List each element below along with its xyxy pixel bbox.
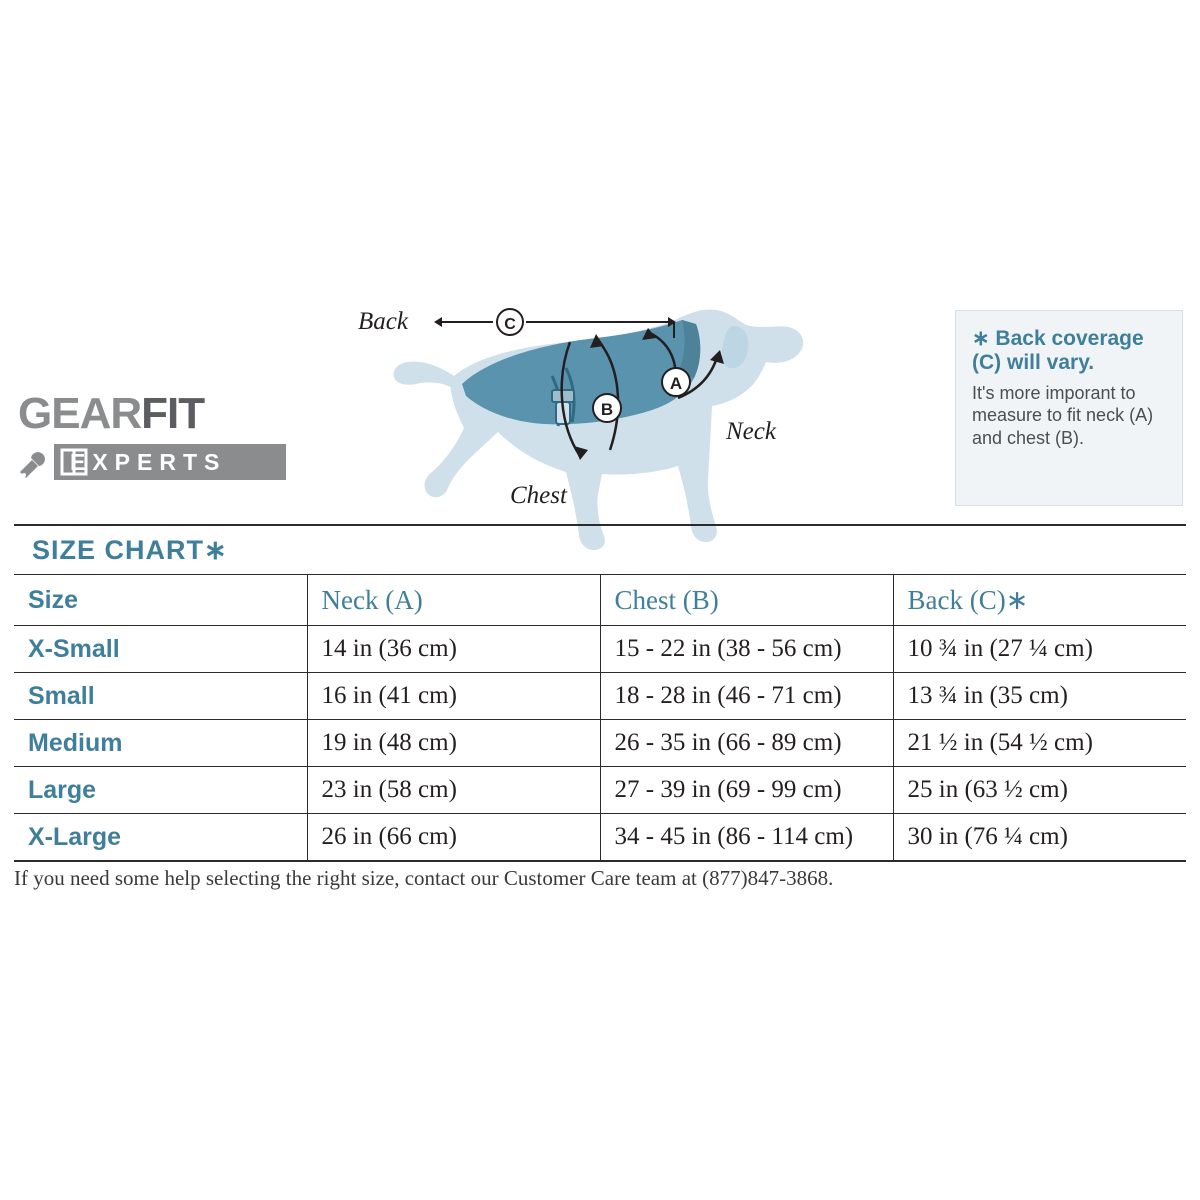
label-back: Back bbox=[358, 308, 408, 335]
cell-neck: 14 in (36 cm) bbox=[307, 626, 600, 673]
cell-chest: 18 - 28 in (46 - 71 cm) bbox=[600, 673, 893, 720]
cell-size: Medium bbox=[14, 720, 307, 767]
cell-neck: 16 in (41 cm) bbox=[307, 673, 600, 720]
cell-size: X-Large bbox=[14, 814, 307, 862]
cell-chest: 15 - 22 in (38 - 56 cm) bbox=[600, 626, 893, 673]
column-header-back: Back (C)∗ bbox=[893, 575, 1186, 626]
column-header-chest: Chest (B) bbox=[600, 575, 893, 626]
table-row bbox=[14, 814, 1186, 862]
cell-back: 21 ½ in (54 ½ cm) bbox=[893, 720, 1186, 767]
svg-text:B: B bbox=[600, 400, 614, 419]
marker-c bbox=[497, 309, 523, 335]
svg-text:A: A bbox=[669, 374, 683, 393]
label-neck: Neck bbox=[726, 418, 776, 445]
table-title: SIZE CHART∗ bbox=[14, 525, 1186, 575]
book-icon bbox=[54, 444, 94, 480]
size-chart-table-wrap bbox=[14, 524, 1186, 862]
table-header-row bbox=[14, 575, 1186, 626]
cell-size: Large bbox=[14, 767, 307, 814]
cell-back: 13 ¾ in (35 cm) bbox=[893, 673, 1186, 720]
cell-back: 30 in (76 ¼ cm) bbox=[893, 814, 1186, 862]
cell-chest: 27 - 39 in (69 - 99 cm) bbox=[600, 767, 893, 814]
table-title-row bbox=[14, 525, 1186, 575]
svg-text:C: C bbox=[504, 316, 516, 333]
table-row bbox=[14, 673, 1186, 720]
brand-word-gear: GEAR bbox=[18, 389, 142, 438]
marker-b bbox=[593, 394, 621, 422]
dog-measurement-illustration bbox=[330, 280, 890, 560]
cell-neck: 19 in (48 cm) bbox=[307, 720, 600, 767]
note-body: It's more imporant to measure to fit neck (A) and chest (B). bbox=[972, 382, 1154, 449]
brand-tagline: EXPERTS bbox=[70, 449, 227, 475]
cell-neck: 26 in (66 cm) bbox=[307, 814, 600, 862]
dog-diagram-svg bbox=[330, 280, 890, 560]
cell-chest: 26 - 35 in (66 - 89 cm) bbox=[600, 720, 893, 767]
gear-wrench-icon bbox=[18, 442, 58, 482]
cell-back: 10 ¾ in (27 ¼ cm) bbox=[893, 626, 1186, 673]
label-chest: Chest bbox=[510, 482, 567, 509]
help-text: If you need some help selecting the right size, contact our Customer Care team at (877)847-3868. bbox=[14, 866, 834, 890]
marker-a bbox=[662, 368, 690, 396]
brand-word-fit: FIT bbox=[141, 389, 205, 438]
cell-back: 25 in (63 ½ cm) bbox=[893, 767, 1186, 814]
table-row bbox=[14, 767, 1186, 814]
cell-size: X-Small bbox=[14, 626, 307, 673]
size-chart-table bbox=[14, 524, 1186, 862]
back-coverage-note bbox=[955, 310, 1183, 506]
cell-neck: 23 in (58 cm) bbox=[307, 767, 600, 814]
brand-wordmark bbox=[18, 389, 288, 438]
brand-tagline-row bbox=[18, 444, 288, 484]
table-row bbox=[14, 626, 1186, 673]
brand-logo bbox=[18, 389, 288, 492]
cell-chest: 34 - 45 in (86 - 114 cm) bbox=[600, 814, 893, 862]
cell-size: Small bbox=[14, 673, 307, 720]
column-header-size: Size bbox=[14, 575, 307, 626]
table-row bbox=[14, 720, 1186, 767]
note-title: ∗ Back coverage (C) will vary. bbox=[972, 327, 1144, 375]
column-header-neck: Neck (A) bbox=[307, 575, 600, 626]
